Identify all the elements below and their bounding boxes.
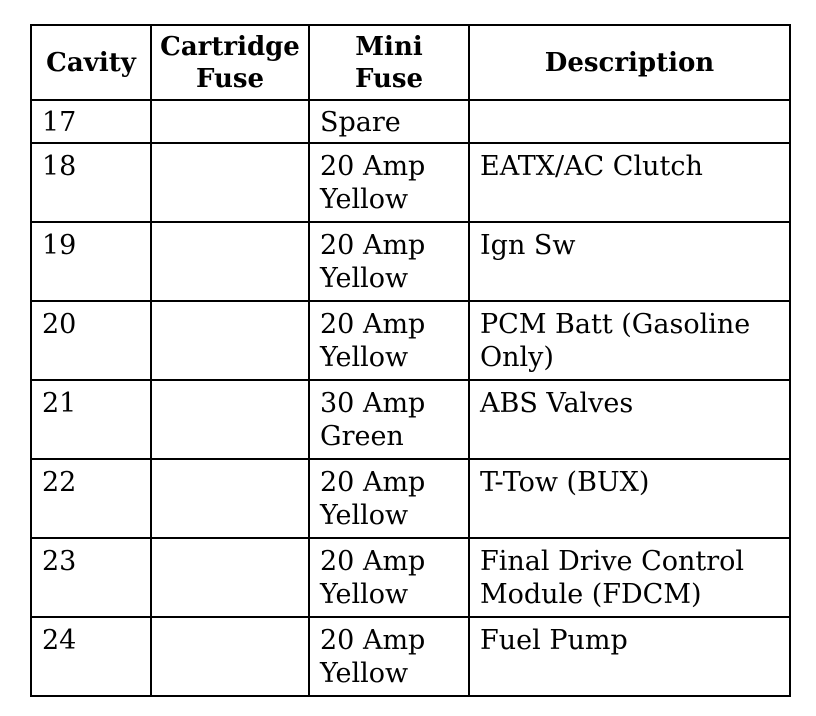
cell-mini-fuse (309, 380, 469, 459)
mini-fuse-line: Yellow (320, 342, 409, 373)
cavity-value: 21 (42, 388, 77, 419)
mini-fuse-line: Spare (320, 107, 401, 138)
table-body (31, 100, 790, 696)
header-cartridge-line-1: Cartridge (160, 31, 300, 62)
cell-mini-fuse (309, 538, 469, 617)
header-cartridge-fuse (151, 25, 309, 100)
mini-fuse-line: 20 Amp (320, 151, 426, 182)
cavity-value: 24 (42, 625, 77, 656)
cell-description (469, 100, 790, 143)
header-row (31, 25, 790, 100)
mini-fuse-line: Yellow (320, 658, 409, 689)
description-line: ABS Valves (480, 388, 634, 419)
header-cavity-line: Cavity (46, 47, 136, 78)
cell-cartridge-fuse (151, 222, 309, 301)
cell-description (469, 617, 790, 696)
table-row (31, 222, 790, 301)
table-row (31, 380, 790, 459)
mini-fuse-line: 20 Amp (320, 309, 426, 340)
cell-cavity (31, 222, 151, 301)
description-line: Only) (480, 342, 554, 373)
cell-mini-fuse (309, 143, 469, 222)
header-cavity (31, 25, 151, 100)
cell-cartridge-fuse (151, 143, 309, 222)
cell-description (469, 301, 790, 380)
cell-cavity (31, 459, 151, 538)
cavity-value: 23 (42, 546, 77, 577)
mini-fuse-line: 20 Amp (320, 230, 426, 261)
table-row (31, 538, 790, 617)
cell-description (469, 143, 790, 222)
mini-fuse-line: Yellow (320, 500, 409, 531)
mini-fuse-line: Yellow (320, 579, 409, 610)
mini-fuse-line: 20 Amp (320, 625, 426, 656)
cell-cavity (31, 538, 151, 617)
cell-cartridge-fuse (151, 538, 309, 617)
cell-mini-fuse (309, 222, 469, 301)
cell-mini-fuse (309, 459, 469, 538)
header-description-line: Description (544, 47, 715, 78)
cell-mini-fuse (309, 100, 469, 143)
fuse-table (30, 24, 791, 697)
cell-description (469, 222, 790, 301)
cell-description (469, 459, 790, 538)
cavity-value: 18 (42, 151, 77, 182)
mini-fuse-line: Yellow (320, 184, 409, 215)
cavity-value: 19 (42, 230, 77, 261)
table-row (31, 100, 790, 143)
description-line: Fuel Pump (480, 625, 628, 656)
table-row (31, 143, 790, 222)
cell-cavity (31, 380, 151, 459)
cell-mini-fuse (309, 617, 469, 696)
header-mini-fuse (309, 25, 469, 100)
cell-cavity (31, 301, 151, 380)
table-row (31, 301, 790, 380)
table-row (31, 459, 790, 538)
cell-cartridge-fuse (151, 100, 309, 143)
cell-cartridge-fuse (151, 617, 309, 696)
table-row (31, 617, 790, 696)
description-line: Ign Sw (480, 230, 576, 261)
description-line: T-Tow (BUX) (480, 467, 650, 498)
cavity-value: 22 (42, 467, 77, 498)
cell-cartridge-fuse (151, 459, 309, 538)
mini-fuse-line: 20 Amp (320, 546, 426, 577)
header-mini-line-2: Fuse (354, 63, 424, 94)
header-description (469, 25, 790, 100)
cavity-value: 17 (42, 107, 77, 138)
cell-mini-fuse (309, 301, 469, 380)
mini-fuse-line: 20 Amp (320, 467, 426, 498)
description-line: PCM Batt (Gasoline (480, 309, 751, 340)
cavity-value: 20 (42, 309, 77, 340)
header-mini-line-1: Mini (355, 31, 423, 62)
cell-cartridge-fuse (151, 301, 309, 380)
cell-cavity (31, 143, 151, 222)
cell-description (469, 538, 790, 617)
cell-cavity (31, 617, 151, 696)
description-line: Final Drive Control (480, 546, 745, 577)
description-line: Module (FDCM) (480, 579, 702, 610)
cell-cavity (31, 100, 151, 143)
cell-cartridge-fuse (151, 380, 309, 459)
cell-description (469, 380, 790, 459)
mini-fuse-line: 30 Amp (320, 388, 426, 419)
mini-fuse-line: Green (320, 421, 404, 452)
mini-fuse-line: Yellow (320, 263, 409, 294)
header-cartridge-line-2: Fuse (195, 63, 265, 94)
description-line: EATX/AC Clutch (480, 151, 703, 182)
